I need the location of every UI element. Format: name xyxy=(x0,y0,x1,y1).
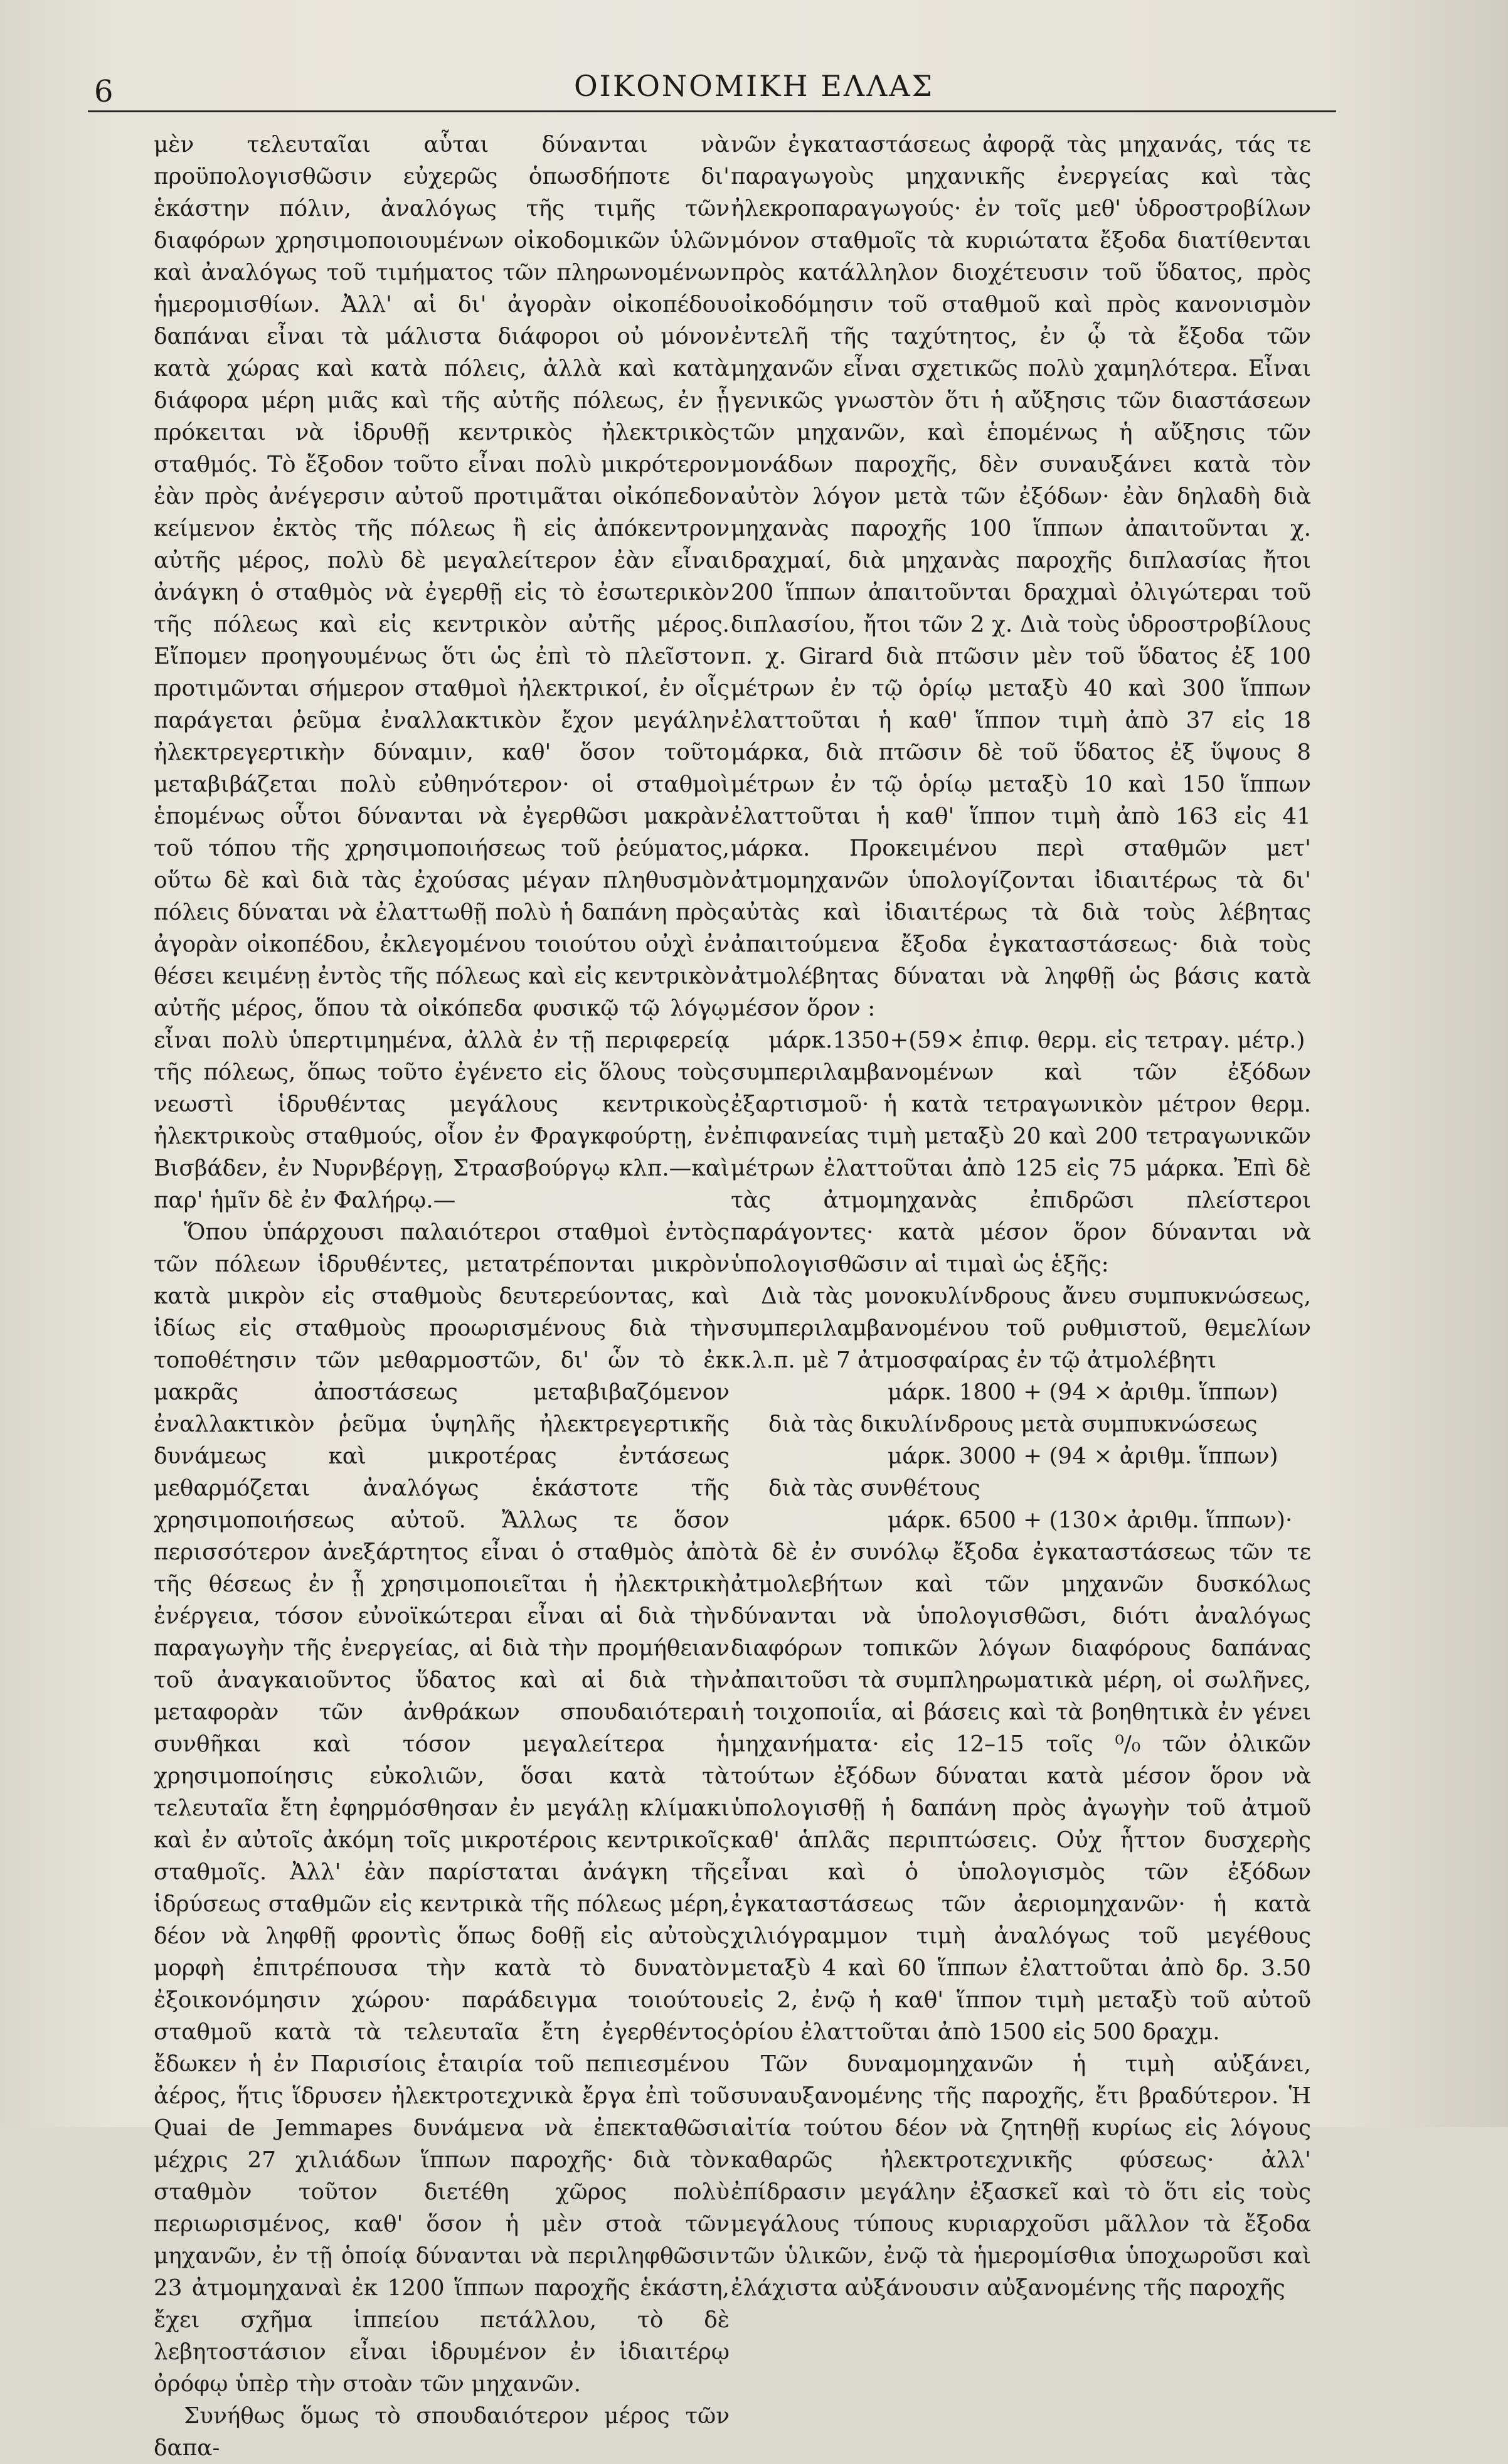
right-column xyxy=(731,129,1311,2304)
formula-compound: μάρκ. 6500 + (130× ἀριθμ. ἵππων)· xyxy=(888,1507,1293,1533)
right-paragraph-4: τὰ δὲ ἐν συνόλῳ ἔξοδα ἐγκαταστάσεως τῶν τε ἀτμολεβήτων καὶ τῶν μηχανῶν δυσκόλως δύνανται νὰ ὑπολογισθῶσι, διότι ἀναλόγως διαφόρων τοπικῶν λόγων διαφόρους δαπάνας ἀπαιτοῦσι τὰ συμπληρωματικὰ μέρη, οἱ σωλῆνες, ἡ τοιχοποιΐα, αἱ βάσεις καὶ τὰ βοηθητικὰ ἐν γένει μηχανήματα· εἰς 12–15 τοῖς ⁰/₀ τῶν ὀλικῶν τούτων ἐξόδων δύναται κατὰ μέσον ὅρον νὰ ὑπολογισθῇ ἡ δαπάνη πρὸς ἀγωγὴν τοῦ ἀτμοῦ καθ' ἁπλᾶς περιπτώσεις. Οὐχ ἧττον δυσχερὴς εἶναι καὶ ὁ ὑπολογισμὸς τῶν ἐξόδων ἐγκαταστάσεως τῶν ἀεριομηχανῶν· ἡ κατὰ χιλιόγραμμον τιμὴ ἀναλόγως τοῦ μεγέθους μεταξὺ 4 καὶ 60 ἵππων ἐλαττοῦται ἀπὸ δρ. 3.50 εἰς 2, ἐνῷ ἡ καθ' ἵππον τιμὴ μεταξὺ τοῦ αὐτοῦ ὁρίου ἐλαττοῦται ἀπὸ 1500 εἰς 500 δραχμ. xyxy=(731,1539,1311,2045)
left-paragraph-1: μὲν τελευταῖαι αὗται δύνανται νὰ προϋπολογισθῶσιν εὐχερῶς ὁπωσδήποτε δι' ἑκάστην πόλιν, ἀναλόγως τῆς τιμῆς τῶν διαφόρων χρησιμοποιουμένων οἰκοδομικῶν ὑλῶν καὶ ἀναλόγως τοῦ τιμήματος τῶν πληρωνομένων ἡμερομισθίων. Ἀλλ' αἱ δι' ἀγορὰν οἰκοπέδου δαπάναι εἶναι τὰ μάλιστα διάφοροι οὐ μόνον κατὰ χώρας καὶ κατὰ πόλεις, ἀλλὰ καὶ κατὰ διάφορα μέρη μιᾶς καὶ τῆς αὐτῆς πόλεως, ἐν ᾗ πρόκειται νὰ ἱδρυθῇ κεντρικὸς ἠλεκτρικὸς σταθμός. Τὸ ἔξοδον τοῦτο εἶναι πολὺ μικρότερον ἐὰν πρὸς ἀνέγερσιν αὐτοῦ προτιμᾶται οἰκόπεδον κείμενον ἐκτὸς τῆς πόλεως ἢ εἰς ἀπόκεντρον αὐτῆς μέρος, πολὺ δὲ μεγαλείτερον ἐὰν εἶναι ἀνάγκη ὁ σταθμὸς νὰ ἐγερθῇ εἰς τὸ ἐσωτερικὸν τῆς πόλεως καὶ εἰς κεντρικὸν αὐτῆς μέρος. Εἴπομεν προηγουμένως ὅτι ὡς ἐπὶ τὸ πλεῖστον προτιμῶνται σήμερον σταθμοὶ ἠλεκτρικοί, ἐν οἷς παράγεται ῥεῦμα ἐναλλακτικὸν ἔχον μεγάλην ἠλεκτρεγερτικὴν δύναμιν, καθ' ὅσον τοῦτο μεταβιβάζεται πολὺ εὐθηνότερον· οἱ σταθμοὶ ἑπομένως οὗτοι δύνανται νὰ ἐγερθῶσι μακρὰν τοῦ τόπου τῆς χρησιμοποιήσεως τοῦ ῥεύματος, οὕτω δὲ καὶ διὰ τὰς ἐχούσας μέγαν πληθυσμὸν πόλεις δύναται νὰ ἐλαττωθῇ πολὺ ἡ δαπάνη πρὸς ἀγορὰν οἰκοπέδου, ἐκλεγομένου τοιούτου οὐχὶ ἐν θέσει κειμένῃ ἐντὸς τῆς πόλεως καὶ εἰς κεντρικὸν αὐτῆς μέρος, ὅπου τὰ οἰκόπεδα φυσικῷ τῷ λόγῳ εἶναι πολὺ ὑπερτιμημένα, ἀλλὰ ἐν τῇ περιφερείᾳ τῆς πόλεως, ὅπως τοῦτο ἐγένετο εἰς ὅλους τοὺς νεωστὶ ἱδρυθέντας μεγάλους κεντρικοὺς ἠλεκτρικοὺς σταθμούς, οἷον ἐν Φραγκφούρτῃ, ἐν Βισβάδεν, ἐν Νυρνβέργῃ, Στρασβούργῳ κλπ.—καὶ παρ' ἡμῖν δὲ ἐν Φαλήρῳ.— xyxy=(154,132,730,1213)
page-number: 6 xyxy=(94,74,114,109)
formula-double-cylinder: μάρκ. 3000 + (94 × ἀριθμ. ἵππων) xyxy=(888,1443,1278,1469)
left-column xyxy=(154,129,730,2464)
header-rule xyxy=(88,110,1336,112)
formula-boiler: μάρκ.1350+(59× ἐπιφ. θερμ. εἰς τετραγ. μέτρ.) xyxy=(768,1028,1305,1053)
left-paragraph-3: Συνήθως ὅμως τὸ σπουδαιότερον μέρος τῶν δαπα- xyxy=(154,2403,730,2461)
right-paragraph-1: νῶν ἐγκαταστάσεως ἀφορᾷ τὰς μηχανάς, τάς τε παραγωγοὺς μηχανικῆς ἐνεργείας καὶ τὰς ἠλεκροπαραγωγούς· ἐν τοῖς μεθ' ὑδροστροβίλων μόνον σταθμοῖς τὰ κυριώτατα ἔξοδα διατίθενται πρὸς κατάλληλον διοχέτευσιν τοῦ ὕδατος, πρὸς οἰκοδόμησιν τοῦ σταθμοῦ καὶ πρὸς κανονισμὸν ἐντελῆ τῆς ταχύτητος, ἐν ᾧ τὰ ἔξοδα τῶν μηχανῶν εἶναι σχετικῶς πολὺ χαμηλότερα. Εἶναι γενικῶς γνωστὸν ὅτι ἡ αὔξησις τῶν διαστάσεων τῶν μηχανῶν, καὶ ἑπομένως ἡ αὔξησις τῶν μονάδων παροχῆς, δὲν συναυξάνει κατὰ τὸν αὐτὸν λόγον μετὰ τῶν ἐξόδων· ἐὰν δηλαδὴ διὰ μηχανὰς παροχῆς 100 ἵππων ἀπαιτοῦνται χ. δραχμαί, διὰ μηχανὰς παροχῆς διπλασίας ἤτοι 200 ἵππων ἀπαιτοῦνται δραχμαὶ ὀλιγώτεραι τοῦ διπλασίου, ἤτοι τῶν 2 χ. Διὰ τοὺς ὑδροστροβίλους π. χ. Girard διὰ πτῶσιν μὲν τοῦ ὕδατος ἐξ 100 μέτρων ἐν τῷ ὁρίῳ μεταξὺ 40 καὶ 300 ἵππων ἐλαττοῦται ἡ καθ' ἵππον τιμὴ ἀπὸ 37 εἰς 18 μάρκα, διὰ πτῶσιν δὲ τοῦ ὕδατος ἐξ ὕψους 8 μέτρων ἐν τῷ ὁρίῳ μεταξὺ 10 καὶ 150 ἵππων ἐλαττοῦται ἡ καθ' ἵππον τιμὴ ἀπὸ 163 εἰς 41 μάρκα. Προκειμένου περὶ σταθμῶν μετ' ἀτμομηχανῶν ὑπολογίζονται ἰδιαιτέρως τὰ δι' αὐτὰς καὶ ἰδιαιτέρως τὰ διὰ τοὺς λέβητας ἀπαιτούμενα ἔξοδα ἐγκαταστάσεως· διὰ τοὺς ἀτμολέβητας δύναται νὰ ληφθῇ ὡς βάσις κατὰ μέσον ὅρον : xyxy=(731,132,1311,1021)
running-title: ΟΙΚΟΝΟΜΙΚΗ ΕΛΛΑΣ xyxy=(573,69,935,103)
right-paragraph-5: Τῶν δυναμομηχανῶν ἡ τιμὴ αὐξάνει, συναυξανομένης τῆς παροχῆς, ἔτι βραδύτερον. Ἡ αἰτία τούτου δέον νὰ ζητηθῇ κυρίως εἰς λόγους καθαρῶς ἠλεκτροτεχνικῆς φύσεως· ἀλλ' ἐπίδρασιν μεγάλην ἐξασκεῖ καὶ τὸ ὅτι εἰς τοὺς μεγάλους τύπους κυριαρχοῦσι μᾶλλον τὰ ἔξοδα τῶν ὑλικῶν, ἐνῷ τὰ ἡμερομίσθια ὑποχωροῦσι καὶ ἐλάχιστα αὐξάνουσιν αὐξανομένης τῆς παροχῆς xyxy=(731,2051,1311,2301)
left-paragraph-2: Ὅπου ὑπάρχουσι παλαιότεροι σταθμοὶ ἐντὸς τῶν πόλεων ἱδρυθέντες, μετατρέπονται μικρὸν κατὰ μικρὸν εἰς σταθμοὺς δευτερεύοντας, καὶ ἰδίως εἰς σταθμοὺς προωρισμένους διὰ τὴν τοποθέτησιν τῶν μεθαρμοστῶν, δι' ὧν τὸ ἐκ μακρᾶς ἀποστάσεως μεταβιβαζόμενον ἐναλλακτικὸν ῥεῦμα ὑψηλῆς ἠλεκτρεγερτικῆς δυνάμεως καὶ μικροτέρας ἐντάσεως μεθαρμόζεται ἀναλόγως ἑκάστοτε τῆς χρησιμοποιήσεως αὐτοῦ. Ἄλλως τε ὅσον περισσότερον ἀνεξάρτητος εἶναι ὁ σταθμὸς ἀπὸ τῆς θέσεως ἐν ᾗ χρησιμοποιεῖται ἡ ἠλεκτρικὴ ἐνέργεια, τόσον εὐνοϊκώτεραι εἶναι αἱ διὰ τὴν παραγωγὴν τῆς ἐνεργείας, αἱ διὰ τὴν προμήθειαν τοῦ ἀναγκαιοῦντος ὕδατος καὶ αἱ διὰ τὴν μεταφορὰν τῶν ἀνθράκων σπουδαιότεραι συνθῆκαι καὶ τόσον μεγαλείτερα ἡ χρησιμοποίησις εὐκολιῶν, ὅσαι κατὰ τὰ τελευταῖα ἔτη ἐφηρμόσθησαν ἐν μεγάλῃ κλίμακι καὶ ἐν αὐτοῖς ἀκόμη τοῖς μικροτέροις κεντρικοῖς σταθμοῖς. Ἀλλ' ἐὰν παρίσταται ἀνάγκη τῆς ἱδρύσεως σταθμῶν εἰς κεντρικὰ τῆς πόλεως μέρη, δέον νὰ ληφθῇ φροντὶς ὅπως δοθῇ εἰς αὐτοὺς μορφὴ ἐπιτρέπουσα τὴν κατὰ τὸ δυνατὸν ἐξοικονόμησιν χώρου· παράδειγμα τοιούτου σταθμοῦ κατὰ τὰ τελευταῖα ἔτη ἐγερθέντος ἔδωκεν ἡ ἐν Παρισίοις ἑταιρία τοῦ πεπιεσμένου ἀέρος, ἥτις ἵδρυσεν ἠλεκτροτεχνικὰ ἔργα ἐπὶ τοῦ Quai de Jemmapes δυνάμενα νὰ ἐπεκταθῶσι μέχρις 27 χιλιάδων ἵππων παροχῆς· διὰ τὸν σταθμὸν τοῦτον διετέθη χῶρος πολὺ περιωρισμένος, καθ' ὅσον ἡ μὲν στοὰ τῶν μηχανῶν, ἐν τῇ ὁποίᾳ δύνανται νὰ περιληφθῶσιν 23 ἀτμομηχαναὶ ἐκ 1200 ἵππων παροχῆς ἑκάστη, ἔχει σχῆμα ἱππείου πετάλλου, τὸ δὲ λεβητοστάσιον εἶναι ἱδρυμένον ἐν ἰδιαιτέρῳ ὀρόφῳ ὑπὲρ τὴν στοὰν τῶν μηχανῶν. xyxy=(154,1219,730,2397)
line-compound: διὰ τὰς συνθέτους xyxy=(768,1475,980,1501)
right-paragraph-3: Διὰ τὰς μονοκυλίνδρους ἄνευ συμπυκνώσεως, συμπεριλαμβανομένου τοῦ ρυθμιστοῦ, θεμελίων κ.λ.π. μὲ 7 ἀτμοσφαίρας ἐν τῷ ἀτμολέβητι xyxy=(731,1283,1311,1373)
line-double-cylinder: διὰ τὰς δικυλίνδρους μετὰ συμπυκνώσεως xyxy=(768,1411,1258,1437)
formula-single-cylinder: μάρκ. 1800 + (94 × ἀριθμ. ἵππων) xyxy=(888,1379,1278,1405)
right-paragraph-2: συμπεριλαμβανομένων καὶ τῶν ἐξόδων ἐξαρτισμοῦ· ἡ κατὰ τετραγωνικὸν μέτρον θερμ. ἐπιφανείας τιμὴ μεταξὺ 20 καὶ 200 τετραγωνικῶν μέτρων ἐλαττοῦται ἀπὸ 125 εἰς 75 μάρκα. Ἐπὶ δὲ τὰς ἀτμομηχανὰς ἐπιδρῶσι πλείστεροι παράγοντες· κατὰ μέσον ὅρον δύνανται νὰ ὑπολογισθῶσιν αἱ τιμαὶ ὡς ἑξῆς: xyxy=(731,1059,1311,1277)
